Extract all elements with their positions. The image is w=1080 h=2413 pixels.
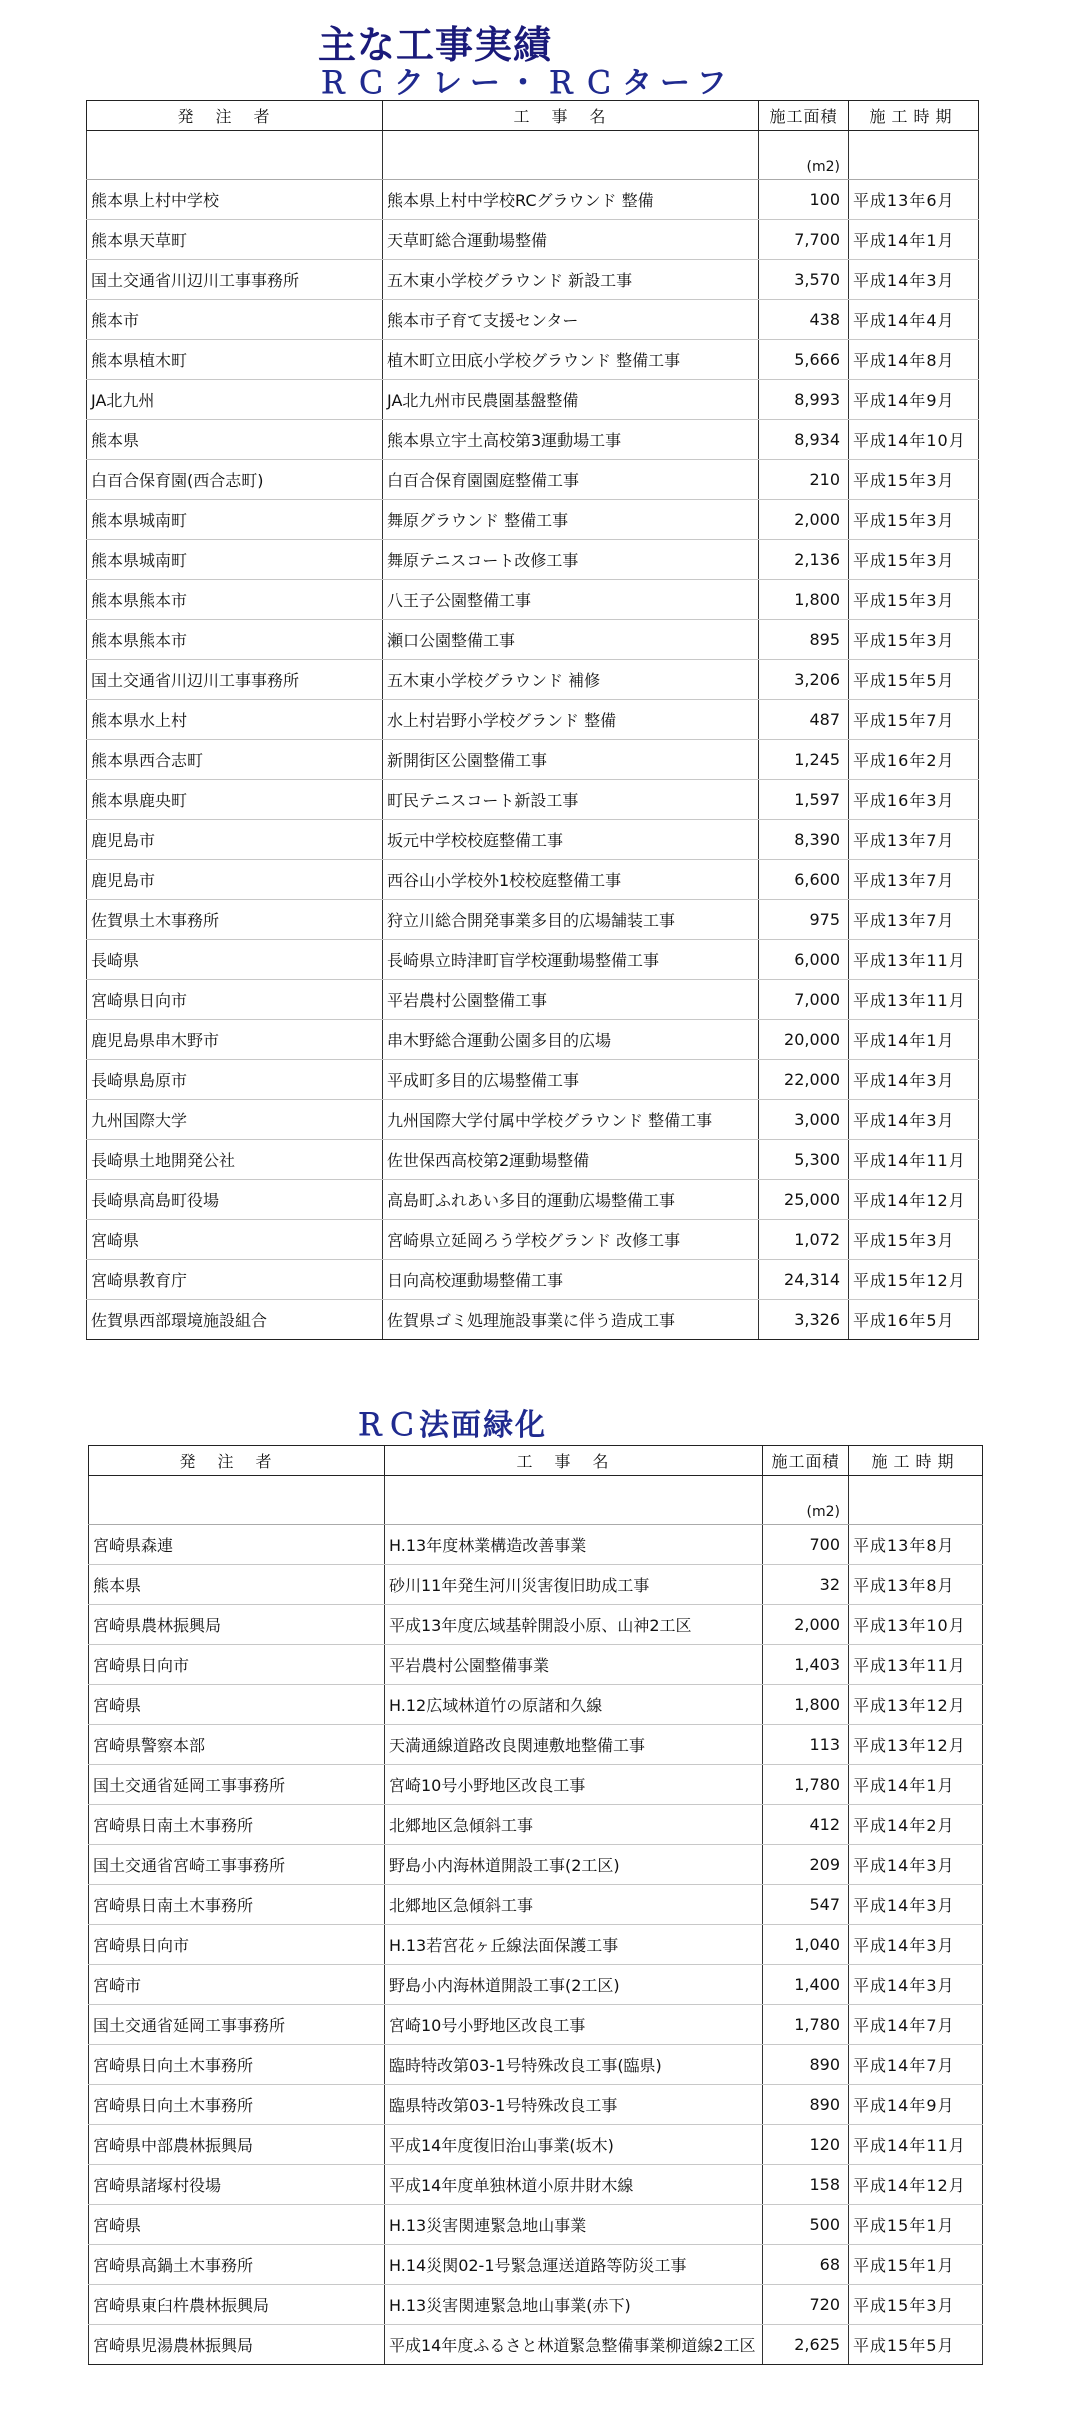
unit-row [87, 131, 979, 180]
area-cell: 1,072 [759, 1220, 849, 1260]
work-name-cell: 宮崎10号小野地区改良工事 [385, 2005, 763, 2045]
work-name-cell: 平成13年度広域基幹開設小原、山神2工区 [385, 1605, 763, 1645]
area-cell: 547 [763, 1885, 849, 1925]
period-cell: 平成16年5月 [849, 1300, 979, 1340]
work-name-cell: 平岩農村公園整備事業 [385, 1645, 763, 1685]
work-name-cell: 舞原グラウンド 整備工事 [383, 500, 759, 540]
work-name-cell: JA北九州市民農園基盤整備 [383, 380, 759, 420]
table-row [87, 1100, 979, 1140]
client-cell: 熊本市 [87, 300, 383, 340]
work-name-cell: 熊本県立宇土高校第3運動場工事 [383, 420, 759, 460]
period-cell: 平成13年11月 [849, 1645, 983, 1685]
period-cell: 平成14年2月 [849, 1805, 983, 1845]
client-cell: 宮崎県森連 [89, 1525, 385, 1565]
period-cell: 平成14年1月 [849, 1765, 983, 1805]
work-name-cell: H.13災害関連緊急地山事業(赤下) [385, 2285, 763, 2325]
period-cell: 平成15年3月 [849, 460, 979, 500]
work-name-cell: 西谷山小学校外1校校庭整備工事 [383, 860, 759, 900]
period-cell: 平成13年12月 [849, 1725, 983, 1765]
area-cell: 1,400 [763, 1965, 849, 2005]
period-cell: 平成14年3月 [849, 1100, 979, 1140]
period-cell: 平成13年8月 [849, 1525, 983, 1565]
table-header-row [89, 1446, 983, 1476]
period-cell: 平成16年2月 [849, 740, 979, 780]
work-name-cell: 野島小内海林道開設工事(2工区) [385, 1845, 763, 1885]
client-cell: 宮崎県諸塚村役場 [89, 2165, 385, 2205]
work-name-cell: 熊本県上村中学校RCグラウンド 整備 [383, 180, 759, 220]
period-cell: 平成15年7月 [849, 700, 979, 740]
area-cell: 438 [759, 300, 849, 340]
table-row [89, 2045, 983, 2085]
work-name-cell: 町民テニスコート新設工事 [383, 780, 759, 820]
header-period: 施工時期 [849, 101, 979, 131]
period-cell: 平成15年3月 [849, 540, 979, 580]
area-cell: 7,700 [759, 220, 849, 260]
area-cell: 22,000 [759, 1060, 849, 1100]
table-row [87, 1020, 979, 1060]
table-row [87, 860, 979, 900]
table-row [89, 1925, 983, 1965]
area-cell: 500 [763, 2205, 849, 2245]
header-period: 施工時期 [849, 1446, 983, 1476]
table-row [89, 1805, 983, 1845]
area-cell: 975 [759, 900, 849, 940]
area-cell: 24,314 [759, 1260, 849, 1300]
table-row [87, 260, 979, 300]
table-row [89, 1645, 983, 1685]
area-cell: 3,206 [759, 660, 849, 700]
header-work: 工事名 [385, 1446, 763, 1476]
table-row [89, 1565, 983, 1605]
period-cell: 平成13年10月 [849, 1605, 983, 1645]
work-name-cell: H.12広域林道竹の原諸和久線 [385, 1685, 763, 1725]
period-cell: 平成13年11月 [849, 940, 979, 980]
work-name-cell: 臨県特改第03-1号特殊改良工事 [385, 2085, 763, 2125]
client-cell: 宮崎県日向市 [89, 1925, 385, 1965]
section2-title: ＲＣ法面緑化 [355, 1408, 547, 1443]
work-name-cell: 五木東小学校グラウンド 補修 [383, 660, 759, 700]
period-cell: 平成14年7月 [849, 2005, 983, 2045]
area-cell: 1,800 [763, 1685, 849, 1725]
period-cell: 平成14年8月 [849, 340, 979, 380]
unit-row [89, 1476, 983, 1525]
client-cell: 長崎県 [87, 940, 383, 980]
period-cell: 平成14年3月 [849, 1965, 983, 2005]
work-name-cell: 長崎県立時津町盲学校運動場整備工事 [383, 940, 759, 980]
work-name-cell: 北郷地区急傾斜工事 [385, 1885, 763, 1925]
work-name-cell: 臨時特改第03-1号特殊改良工事(臨県) [385, 2045, 763, 2085]
period-cell: 平成14年1月 [849, 1020, 979, 1060]
table-row [87, 980, 979, 1020]
results-table-slope-greening [88, 1445, 983, 2365]
period-cell: 平成14年12月 [849, 1180, 979, 1220]
client-cell: 熊本県西合志町 [87, 740, 383, 780]
work-name-cell: 天草町総合運動場整備 [383, 220, 759, 260]
area-cell: 120 [763, 2125, 849, 2165]
area-cell: 2,625 [763, 2325, 849, 2365]
work-name-cell: H.14災関02-1号緊急運送道路等防災工事 [385, 2245, 763, 2285]
table-row [87, 1260, 979, 1300]
client-cell: 宮崎県中部農林振興局 [89, 2125, 385, 2165]
table-row [89, 2245, 983, 2285]
area-cell: 895 [759, 620, 849, 660]
work-name-cell: 宮崎10号小野地区改良工事 [385, 1765, 763, 1805]
client-cell: 宮崎県日向市 [89, 1645, 385, 1685]
work-name-cell: 瀬口公園整備工事 [383, 620, 759, 660]
area-cell: 487 [759, 700, 849, 740]
client-cell: 国土交通省延岡工事事務所 [89, 1765, 385, 1805]
area-cell: 32 [763, 1565, 849, 1605]
period-cell: 平成14年1月 [849, 220, 979, 260]
table-row [89, 1605, 983, 1645]
area-cell: 8,993 [759, 380, 849, 420]
work-name-cell: 白百合保育園園庭整備工事 [383, 460, 759, 500]
period-cell: 平成14年3月 [849, 1845, 983, 1885]
table-row [87, 580, 979, 620]
table-row [89, 1965, 983, 2005]
table-row [87, 220, 979, 260]
area-cell: 68 [763, 2245, 849, 2285]
period-cell: 平成13年7月 [849, 820, 979, 860]
client-cell: 宮崎県教育庁 [87, 1260, 383, 1300]
period-cell: 平成15年5月 [849, 660, 979, 700]
table-row [89, 1525, 983, 1565]
page-title: 主な工事実績 [318, 23, 553, 67]
period-cell: 平成14年3月 [849, 1060, 979, 1100]
table-row [87, 1300, 979, 1340]
table-row [89, 2205, 983, 2245]
client-cell: 長崎県高島町役場 [87, 1180, 383, 1220]
table-row [89, 2125, 983, 2165]
unit-label: (m2) [763, 1476, 849, 1525]
period-cell: 平成14年9月 [849, 380, 979, 420]
work-name-cell: 植木町立田底小学校グラウンド 整備工事 [383, 340, 759, 380]
client-cell: 宮崎県東臼杵農林振興局 [89, 2285, 385, 2325]
table-row [89, 1885, 983, 1925]
work-name-cell: 佐賀県ゴミ処理施設事業に伴う造成工事 [383, 1300, 759, 1340]
work-name-cell: 高島町ふれあい多目的運動広場整備工事 [383, 1180, 759, 1220]
period-cell: 平成14年10月 [849, 420, 979, 460]
client-cell: 宮崎県日向土木事務所 [89, 2085, 385, 2125]
area-cell: 720 [763, 2285, 849, 2325]
section1-title: ＲＣクレー・ＲＣターフ [318, 66, 735, 101]
table-row [89, 1725, 983, 1765]
client-cell: 熊本県熊本市 [87, 580, 383, 620]
work-name-cell: 舞原テニスコート改修工事 [383, 540, 759, 580]
client-cell: 宮崎県日南土木事務所 [89, 1805, 385, 1845]
client-cell: 鹿児島市 [87, 820, 383, 860]
client-cell: 熊本県城南町 [87, 500, 383, 540]
period-cell: 平成15年3月 [849, 500, 979, 540]
area-cell: 209 [763, 1845, 849, 1885]
work-name-cell: 日向高校運動場整備工事 [383, 1260, 759, 1300]
table-row [87, 500, 979, 540]
header-work: 工事名 [383, 101, 759, 131]
table-row [87, 340, 979, 380]
period-cell: 平成15年1月 [849, 2245, 983, 2285]
table-row [87, 1140, 979, 1180]
period-cell: 平成13年7月 [849, 900, 979, 940]
header-area: 施工面積 [763, 1446, 849, 1476]
period-cell: 平成13年11月 [849, 980, 979, 1020]
period-cell: 平成14年3月 [849, 1925, 983, 1965]
client-cell: 熊本県水上村 [87, 700, 383, 740]
work-name-cell: 砂川11年発生河川災害復旧助成工事 [385, 1565, 763, 1605]
table-row [89, 1685, 983, 1725]
period-cell: 平成14年4月 [849, 300, 979, 340]
work-name-cell: 平岩農村公園整備工事 [383, 980, 759, 1020]
table-row [87, 780, 979, 820]
period-cell: 平成13年12月 [849, 1685, 983, 1725]
work-name-cell: H.13年度林業構造改善事業 [385, 1525, 763, 1565]
period-cell: 平成13年6月 [849, 180, 979, 220]
area-cell: 3,570 [759, 260, 849, 300]
period-cell: 平成15年3月 [849, 1220, 979, 1260]
table-row [87, 300, 979, 340]
table-row [89, 2325, 983, 2365]
period-cell: 平成15年3月 [849, 620, 979, 660]
client-cell: 鹿児島市 [87, 860, 383, 900]
period-cell: 平成14年3月 [849, 1885, 983, 1925]
work-name-cell: 野島小内海林道開設工事(2工区) [385, 1965, 763, 2005]
table-row [87, 460, 979, 500]
client-cell: 佐賀県西部環境施設組合 [87, 1300, 383, 1340]
client-cell: 熊本県植木町 [87, 340, 383, 380]
client-cell: 白百合保育園(西合志町) [87, 460, 383, 500]
client-cell: 宮崎市 [89, 1965, 385, 2005]
area-cell: 890 [763, 2045, 849, 2085]
table-row [87, 940, 979, 980]
work-name-cell: 宮崎県立延岡ろう学校グランド 改修工事 [383, 1220, 759, 1260]
client-cell: 熊本県上村中学校 [87, 180, 383, 220]
area-cell: 25,000 [759, 1180, 849, 1220]
table-row [87, 700, 979, 740]
client-cell: 熊本県天草町 [87, 220, 383, 260]
table-row [89, 2085, 983, 2125]
area-cell: 7,000 [759, 980, 849, 1020]
area-cell: 158 [763, 2165, 849, 2205]
period-cell: 平成15年3月 [849, 2285, 983, 2325]
table-row [89, 2165, 983, 2205]
area-cell: 1,040 [763, 1925, 849, 1965]
period-cell: 平成13年8月 [849, 1565, 983, 1605]
table-row [89, 2005, 983, 2045]
work-name-cell: 水上村岩野小学校グランド 整備 [383, 700, 759, 740]
unit-label: (m2) [759, 131, 849, 180]
client-cell: 宮崎県警察本部 [89, 1725, 385, 1765]
client-cell: 国土交通省延岡工事事務所 [89, 2005, 385, 2045]
work-name-cell: 狩立川総合開発事業多目的広場舗装工事 [383, 900, 759, 940]
area-cell: 8,390 [759, 820, 849, 860]
table-row [87, 380, 979, 420]
client-cell: 長崎県土地開発公社 [87, 1140, 383, 1180]
area-cell: 20,000 [759, 1020, 849, 1060]
work-name-cell: 天満通線道路改良関連敷地整備工事 [385, 1725, 763, 1765]
client-cell: 長崎県島原市 [87, 1060, 383, 1100]
client-cell: 宮崎県児湯農林振興局 [89, 2325, 385, 2365]
table-row [87, 1220, 979, 1260]
client-cell: 熊本県 [89, 1565, 385, 1605]
area-cell: 6,600 [759, 860, 849, 900]
client-cell: 宮崎県 [87, 1220, 383, 1260]
area-cell: 1,597 [759, 780, 849, 820]
period-cell: 平成14年7月 [849, 2045, 983, 2085]
area-cell: 113 [763, 1725, 849, 1765]
client-cell: 熊本県城南町 [87, 540, 383, 580]
client-cell: 宮崎県日向土木事務所 [89, 2045, 385, 2085]
work-name-cell: H.13災害関連緊急地山事業 [385, 2205, 763, 2245]
area-cell: 210 [759, 460, 849, 500]
work-name-cell: 坂元中学校校庭整備工事 [383, 820, 759, 860]
client-cell: 宮崎県日向市 [87, 980, 383, 1020]
area-cell: 1,780 [763, 1765, 849, 1805]
results-table-rc-clay [86, 100, 979, 1340]
client-cell: 佐賀県土木事務所 [87, 900, 383, 940]
table-row [87, 180, 979, 220]
work-name-cell: 北郷地区急傾斜工事 [385, 1805, 763, 1845]
period-cell: 平成14年11月 [849, 1140, 979, 1180]
period-cell: 平成15年5月 [849, 2325, 983, 2365]
table-row [87, 540, 979, 580]
area-cell: 2,000 [759, 500, 849, 540]
header-client: 発注者 [89, 1446, 385, 1476]
period-cell: 平成14年12月 [849, 2165, 983, 2205]
period-cell: 平成15年1月 [849, 2205, 983, 2245]
client-cell: 国土交通省川辺川工事事務所 [87, 260, 383, 300]
period-cell: 平成13年7月 [849, 860, 979, 900]
work-name-cell: 熊本市子育て支援センター [383, 300, 759, 340]
client-cell: 九州国際大学 [87, 1100, 383, 1140]
client-cell: JA北九州 [87, 380, 383, 420]
area-cell: 3,000 [759, 1100, 849, 1140]
area-cell: 890 [763, 2085, 849, 2125]
period-cell: 平成14年3月 [849, 260, 979, 300]
table-row [87, 900, 979, 940]
table-row [87, 1060, 979, 1100]
work-name-cell: 佐世保西高校第2運動場整備 [383, 1140, 759, 1180]
period-cell: 平成16年3月 [849, 780, 979, 820]
table-row [87, 660, 979, 700]
period-cell: 平成14年11月 [849, 2125, 983, 2165]
client-cell: 宮崎県日南土木事務所 [89, 1885, 385, 1925]
area-cell: 1,780 [763, 2005, 849, 2045]
header-client: 発注者 [87, 101, 383, 131]
area-cell: 700 [763, 1525, 849, 1565]
work-name-cell: 平成14年度復旧治山事業(坂木) [385, 2125, 763, 2165]
area-cell: 2,000 [763, 1605, 849, 1645]
table-row [87, 740, 979, 780]
area-cell: 412 [763, 1805, 849, 1845]
work-name-cell: 串木野総合運動公園多目的広場 [383, 1020, 759, 1060]
work-name-cell: 平成町多目的広場整備工事 [383, 1060, 759, 1100]
period-cell: 平成14年9月 [849, 2085, 983, 2125]
work-name-cell: 新開街区公園整備工事 [383, 740, 759, 780]
table-row [89, 1845, 983, 1885]
period-cell: 平成15年3月 [849, 580, 979, 620]
client-cell: 熊本県鹿央町 [87, 780, 383, 820]
client-cell: 鹿児島県串木野市 [87, 1020, 383, 1060]
client-cell: 熊本県熊本市 [87, 620, 383, 660]
area-cell: 3,326 [759, 1300, 849, 1340]
table-row [87, 420, 979, 460]
area-cell: 1,403 [763, 1645, 849, 1685]
table-row [89, 2285, 983, 2325]
client-cell: 国土交通省川辺川工事事務所 [87, 660, 383, 700]
table-row [87, 620, 979, 660]
area-cell: 1,800 [759, 580, 849, 620]
header-area: 施工面積 [759, 101, 849, 131]
table-row [87, 1180, 979, 1220]
period-cell: 平成15年12月 [849, 1260, 979, 1300]
work-name-cell: 九州国際大学付属中学校グラウンド 整備工事 [383, 1100, 759, 1140]
area-cell: 1,245 [759, 740, 849, 780]
client-cell: 宮崎県 [89, 1685, 385, 1725]
area-cell: 8,934 [759, 420, 849, 460]
area-cell: 5,666 [759, 340, 849, 380]
area-cell: 2,136 [759, 540, 849, 580]
table-header-row [87, 101, 979, 131]
client-cell: 国土交通省宮崎工事事務所 [89, 1845, 385, 1885]
table-row [89, 1765, 983, 1805]
work-name-cell: 五木東小学校グラウンド 新設工事 [383, 260, 759, 300]
work-name-cell: H.13若宮花ヶ丘線法面保護工事 [385, 1925, 763, 1965]
client-cell: 宮崎県高鍋土木事務所 [89, 2245, 385, 2285]
area-cell: 100 [759, 180, 849, 220]
work-name-cell: 八王子公園整備工事 [383, 580, 759, 620]
work-name-cell: 平成14年度ふるさと林道緊急整備事業柳道線2工区 [385, 2325, 763, 2365]
area-cell: 5,300 [759, 1140, 849, 1180]
work-name-cell: 平成14年度单独林道小原井財木線 [385, 2165, 763, 2205]
client-cell: 宮崎県 [89, 2205, 385, 2245]
table-row [87, 820, 979, 860]
client-cell: 熊本県 [87, 420, 383, 460]
client-cell: 宮崎県農林振興局 [89, 1605, 385, 1645]
area-cell: 6,000 [759, 940, 849, 980]
